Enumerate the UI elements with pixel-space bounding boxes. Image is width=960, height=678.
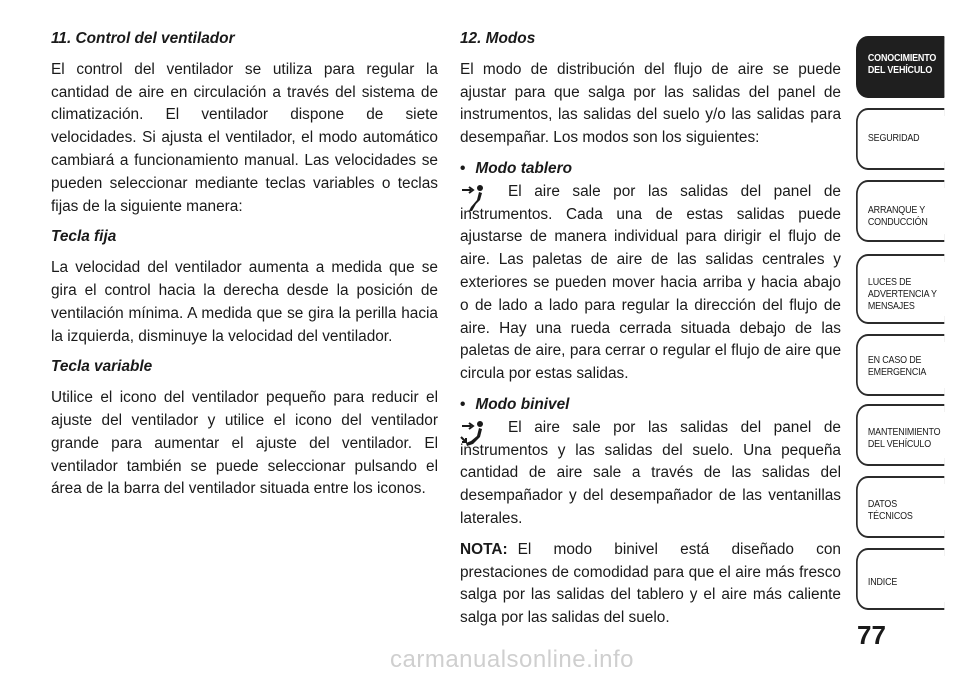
tab-mantenimiento-del-vehiculo[interactable]: MANTENIMIENTO DEL VEHÍCULO xyxy=(856,404,944,466)
tab-indice[interactable]: INDICE xyxy=(856,548,944,610)
section-heading-fan-control: 11. Control del ventilador xyxy=(51,30,235,47)
note-label: NOTA: xyxy=(460,540,508,558)
tab-seguridad[interactable]: SEGURIDAD xyxy=(856,108,944,170)
fan-control-intro: El control del ventilador se utiliza para regular la cantidad de aire en circulación a través del sistema de climatización. El ventilador dispone de siete velocidades. Si ajusta el ventilador, el modo automático cambiará a funcionamiento manual. Las velocidades se pueden seleccionar mediante teclas variables o teclas fijas de la siguiente manera: xyxy=(51,60,438,215)
section-heading-modes: 12. Modos xyxy=(460,30,536,47)
mode-dashboard-block xyxy=(460,181,841,386)
bullet: • xyxy=(460,395,466,413)
modes-intro: El modo de distribución del flujo de aire se puede ajustar para que salga por las salidas del panel de instrumentos, las salidas del suelo y/o las salidas para desempañar. Los modos son los siguientes: xyxy=(460,60,841,147)
dashboard-mode-icon xyxy=(460,183,490,213)
variable-key-heading: Tecla variable xyxy=(51,358,153,376)
page-number: 77 xyxy=(857,620,886,650)
note-text: El modo binivel está diseñado con prestaciones de comodidad para que el aire más fresco salga por las salidas del tablero y el aire más caliente salga por las salidas del suelo. xyxy=(460,540,841,627)
mode-bilevel-title: • Modo binivel xyxy=(460,395,570,413)
left-column xyxy=(51,28,438,509)
bullet: • xyxy=(460,159,466,177)
watermark-text: carmanualsonline.info xyxy=(390,646,634,673)
mode-bilevel-block xyxy=(460,417,841,531)
tab-datos-tecnicos[interactable]: DATOS TÉCNICOS xyxy=(856,476,944,538)
tab-arranque-y-conduccion[interactable]: ARRANQUE Y CONDUCCIÓN xyxy=(856,180,944,242)
tab-conocimiento-del-vehiculo[interactable]: CONOCIMIENTO DEL VEHÍCULO xyxy=(856,36,944,98)
tab-en-caso-de-emergencia[interactable]: EN CASO DE EMERGENCIA xyxy=(856,334,944,396)
fixed-key-heading: Tecla fija xyxy=(51,228,117,246)
variable-key-text: Utilice el icono del ventilador pequeño para reducir el ajuste del ventilador y utilice el icono del ventilador grande para aumentar el ajuste del ventilador. El ventilador también se puede seleccionar pulsando el área de la barra del ventilador situada entre los iconos. xyxy=(51,389,438,498)
mode-bilevel-text: El aire sale por las salidas del panel de instrumentos y las salidas del suelo. Una pequeña cantidad de aire sale a través de las salidas del desempañador y del desempañador de las ventanillas laterales. xyxy=(460,418,841,527)
mode-dashboard-title: • Modo tablero xyxy=(460,159,573,177)
right-column xyxy=(460,28,841,638)
bilevel-mode-icon xyxy=(460,419,490,449)
note-paragraph xyxy=(460,539,841,630)
fixed-key-text: La velocidad del ventilador aumenta a medida que se gira el control hacia la derecha desde la posición de ventilación mínima. A medida que se gira la perilla hacia la izquierda, disminuye la velocidad del ventilador. xyxy=(51,259,438,345)
tab-luces-de-advertencia[interactable]: LUCES DE ADVERTENCIA Y MENSAJES xyxy=(856,254,944,324)
mode-dashboard-text: El aire sale por las salidas del panel de instrumentos. Cada una de estas salidas puede ajustarse de manera individual para dirigir el flujo de aire. Las paletas de aire de las salidas centrales y exteriores se pueden mover hacia arriba y hacia abajo o de lado a lado para regular la dirección del flujo de aire. Hay una rueda cerrada situada debajo de las paletas de aire, para cerrar o regular el flujo de aire que circula por estas salidas. xyxy=(460,182,841,383)
chapter-tabs xyxy=(856,0,960,678)
